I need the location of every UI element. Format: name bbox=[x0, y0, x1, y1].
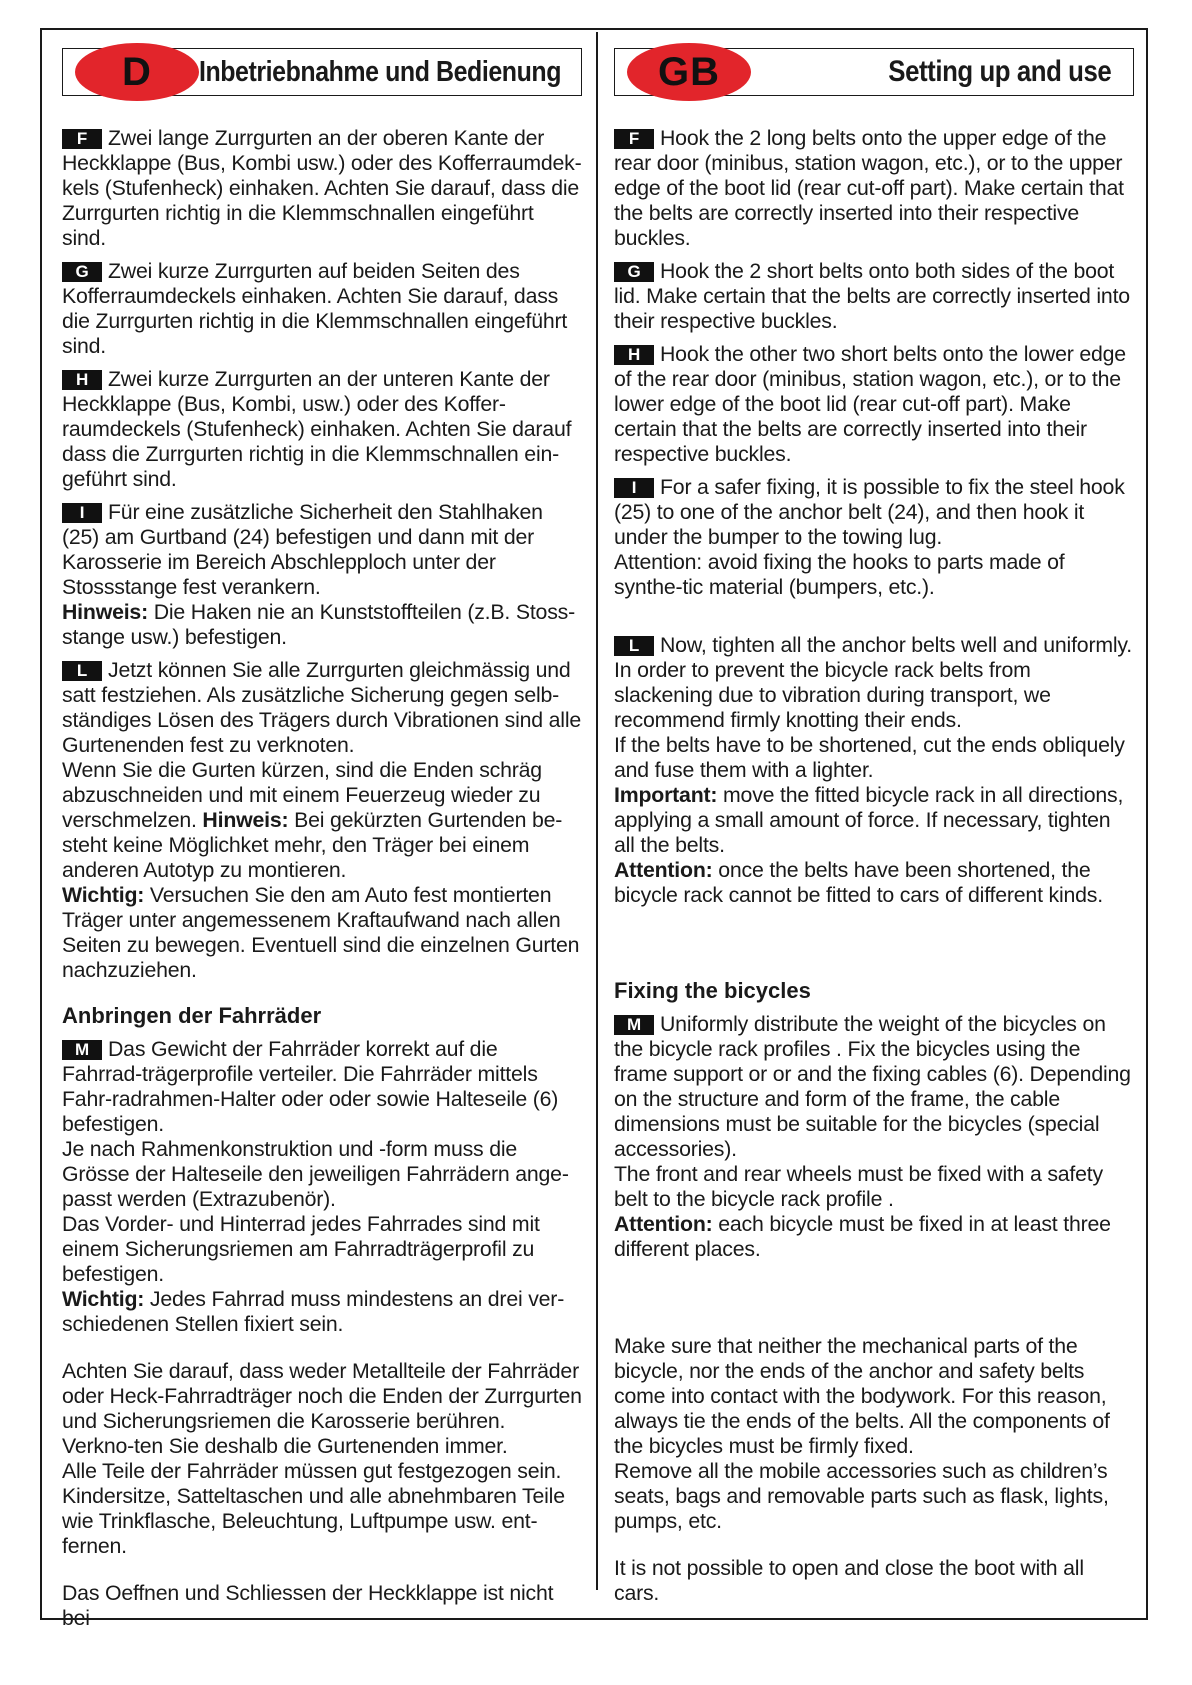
step-label-f: F bbox=[614, 129, 654, 149]
step-label-g: G bbox=[62, 262, 102, 282]
step-l-text2: Wenn Sie die Gurten kürzen, sind die Enden schräg abzuschneiden und mit einem Feuerzeug wieder zu verschmelzen. bbox=[62, 758, 542, 832]
para-boot-de: Das Oeffnen und Schliessen der Heckklappe ist nicht bei bbox=[62, 1581, 554, 1630]
para-boot-en: It is not possible to open and close the boot with all cars. bbox=[614, 1556, 1084, 1605]
step-h-de bbox=[62, 367, 582, 492]
attention-lead: Attention: bbox=[614, 1212, 713, 1236]
german-title: Inbetriebnahme und Bedienung bbox=[198, 56, 561, 88]
important-text: Versuchen Sie den am Auto fest montierten Träger unter angemessenem Kraftaufwand nach allen Seiten zu bewegen. Eventuell sind die einzelnen Gurten nachzuziehen. bbox=[62, 883, 580, 982]
step-m-text2-en: The front and rear wheels must be fixed with a safety belt to the bicycle rack profile . bbox=[614, 1162, 1103, 1211]
step-label-m: M bbox=[62, 1040, 102, 1060]
para-fixed-de: Alle Teile der Fahrräder müssen gut festgezogen sein. bbox=[62, 1459, 562, 1483]
step-f-text: Hook the 2 long belts onto the upper edge of the rear door (minibus, station wagon, etc.), or to the upper edge of the boot lid (rear cut-off part). Make certain that the belts are correctly inserted into their respective buckles. bbox=[614, 126, 1124, 250]
step-i-text: Für eine zusätzliche Sicherheit den Stahlhaken (25) am Gurtband (24) befestigen und dann mit der Karosserie im Bereich Abschlepploch unter der Stossstange fest verankern. bbox=[62, 500, 543, 599]
step-label-i: I bbox=[614, 478, 654, 498]
step-l-important-de bbox=[62, 883, 582, 983]
step-m-en bbox=[614, 1012, 1134, 1162]
section-title-de: Anbringen der Fahrräder bbox=[62, 1003, 322, 1028]
step-label-m: M bbox=[614, 1015, 654, 1035]
step-l-text: Jetzt können Sie alle Zurrgurten gleichmässig und satt festziehen. Als zusätzliche Sicherung gegen selb-ständiges Lösen des Trägers durch Vibrationen sind alle Gurtenenden fest zu verknoten. bbox=[62, 658, 581, 757]
step-m-text: Uniformly distribute the weight of the bicycles on the bicycle rack profiles . Fix the bicycles using the frame support or or and the fixing cables (6). Depending on the structure and form of the frame, the cable dimensions must be suitable for the bicycles (special accessories). bbox=[614, 1012, 1131, 1161]
note-lead: Hinweis: bbox=[62, 600, 148, 624]
step-label-l: L bbox=[614, 636, 654, 656]
step-l-text2-de bbox=[62, 758, 582, 883]
column-divider bbox=[596, 32, 598, 1590]
english-header bbox=[614, 48, 1134, 96]
step-label-l: L bbox=[62, 661, 102, 681]
section-title-en: Fixing the bicycles bbox=[614, 978, 811, 1003]
attention-text: once the belts have been shortened, the bicycle rack cannot be fitted to cars of different kinds. bbox=[614, 858, 1103, 907]
step-m-de bbox=[62, 1037, 582, 1137]
step-h-text: Zwei kurze Zurrgurten an der unteren Kante der Heckklappe (Bus, Kombi, usw.) oder des Koffer-raumdeckels (Stufenheck) einhaken. Achten Sie darauf dass die Zurrgurten richtig in die Klemmschnallen ein-geführt sind. bbox=[62, 367, 572, 491]
german-column bbox=[62, 48, 582, 1639]
note-text: Bei gekürzten Gurtenden be-steht keine Möglichket mehr, den Träger bei einem anderen Autotyp zu montieren. bbox=[62, 808, 563, 882]
language-badge-d: D bbox=[75, 43, 199, 101]
step-label-h: H bbox=[62, 370, 102, 390]
step-f-de bbox=[62, 126, 582, 251]
step-h-text: Hook the other two short belts onto the lower edge of the rear door (minibus, station wagon, etc.), or to the lower edge of the boot lid (rear cut-off part). Make certain that the belts are correctly inserted into their respective buckles. bbox=[614, 342, 1126, 466]
important-text: Jedes Fahrrad muss mindestens an drei ver-schiedenen Stellen fixiert sein. bbox=[62, 1287, 565, 1336]
step-h-en bbox=[614, 342, 1134, 467]
step-g-en bbox=[614, 259, 1134, 334]
step-g-de bbox=[62, 259, 582, 359]
note-text: Die Haken nie an Kunststoffteilen (z.B. Stoss-stange usw.) befestigen. bbox=[62, 600, 575, 649]
step-g-text: Hook the 2 short belts onto both sides of the boot lid. Make certain that the belts are correctly inserted into their respective buckles. bbox=[614, 259, 1130, 333]
step-l-de bbox=[62, 658, 582, 758]
step-f-en bbox=[614, 126, 1134, 251]
step-label-i: I bbox=[62, 503, 102, 523]
language-badge-gb: GB bbox=[627, 43, 751, 101]
para-contact-de: Achten Sie darauf, dass weder Metallteile der Fahrräder oder Heck-Fahrradträger noch die Enden der Zurrgurten und Sicherungsriemen die Karosserie berühren. Verkno-ten Sie deshalb die Gurtenenden immer. bbox=[62, 1359, 582, 1458]
attention-lead: Attention: bbox=[614, 858, 713, 882]
step-label-f: F bbox=[62, 129, 102, 149]
para-contact-en: Make sure that neither the mechanical parts of the bicycle, nor the ends of the anchor and safety belts come into contact with the bodywork. For this reason, always tie the ends of the belts. All the components of the bicycles must be firmly fixed. bbox=[614, 1334, 1110, 1458]
step-i-note-de bbox=[62, 600, 582, 650]
important-text: move the fitted bicycle rack in all directions, applying a small amount of force. If necessary, tighten all the belts. bbox=[614, 783, 1124, 857]
step-i-note-en: Attention: avoid fixing the hooks to parts made of synthe-tic material (bumpers, etc.). bbox=[614, 550, 1065, 599]
step-l-important-en bbox=[614, 783, 1134, 858]
important-lead: Wichtig: bbox=[62, 883, 145, 907]
step-m-important-de bbox=[62, 1287, 582, 1337]
step-label-h: H bbox=[614, 345, 654, 365]
para-remove-en: Remove all the mobile accessories such as children’s seats, bags and removable parts such as flask, lights, pumps, etc. bbox=[614, 1459, 1109, 1533]
german-header bbox=[62, 48, 582, 96]
step-l-text2-en: If the belts have to be shortened, cut the ends obliquely and fuse them with a lighter. bbox=[614, 733, 1125, 782]
important-lead: Important: bbox=[614, 783, 718, 807]
step-l-text: Now, tighten all the anchor belts well and uniformly. In order to prevent the bicycle rack belts from slackening due to vibration during transport, we recommend firmly knotting their ends. bbox=[614, 633, 1132, 732]
english-title: Setting up and use bbox=[887, 55, 1111, 88]
important-lead: Wichtig: bbox=[62, 1287, 145, 1311]
english-column bbox=[614, 48, 1134, 1614]
step-m-text3-de: Das Vorder- und Hinterrad jedes Fahrrades sind mit einem Sicherungsriemen am Fahrradträgerprofil zu befestigen. bbox=[62, 1212, 540, 1286]
step-l-en bbox=[614, 633, 1134, 733]
note-lead: Hinweis: bbox=[202, 808, 289, 832]
step-f-text: Zwei lange Zurrgurten an der oberen Kante der Heckklappe (Bus, Kombi usw.) oder des Kofferraumdek-kels (Stufenheck) einhaken. Achten Sie darauf, dass die Zurrgurten richtig in die Klemmschnallen eingeführt sind. bbox=[62, 126, 582, 250]
step-i-en bbox=[614, 475, 1134, 550]
step-i-de bbox=[62, 500, 582, 600]
step-g-text: Zwei kurze Zurrgurten auf beiden Seiten des Kofferraumdeckels einhaken. Achten Sie darauf, dass die Zurrgurten richtig in die Klemmschnallen eingeführt sind. bbox=[62, 259, 568, 358]
step-i-text: For a safer fixing, it is possible to fix the steel hook (25) to one of the anchor belt (24), and then hook it under the bumper to the towing lug. bbox=[614, 475, 1125, 549]
step-m-attention-en bbox=[614, 1212, 1134, 1262]
para-remove-de: Kindersitze, Satteltaschen und alle abnehmbaren Teile wie Trinkflasche, Beleuchtung, Luftpumpe usw. ent-fernen. bbox=[62, 1484, 565, 1558]
step-m-text2-de: Je nach Rahmenkonstruktion und -form muss die Grösse der Halteseile den jeweiligen Fahrrädern ange-passt werden (Extrazubenör). bbox=[62, 1137, 569, 1211]
step-label-g: G bbox=[614, 262, 654, 282]
step-l-attention-en bbox=[614, 858, 1134, 908]
step-m-text: Das Gewicht der Fahrräder korrekt auf die Fahrrad-trägerprofile verteiler. Die Fahrräder mittels Fahr-radrahmen-Halter oder oder sowie Halteseile (6) befestigen. bbox=[62, 1037, 559, 1136]
attention-text: each bicycle must be fixed in at least three different places. bbox=[614, 1212, 1111, 1261]
